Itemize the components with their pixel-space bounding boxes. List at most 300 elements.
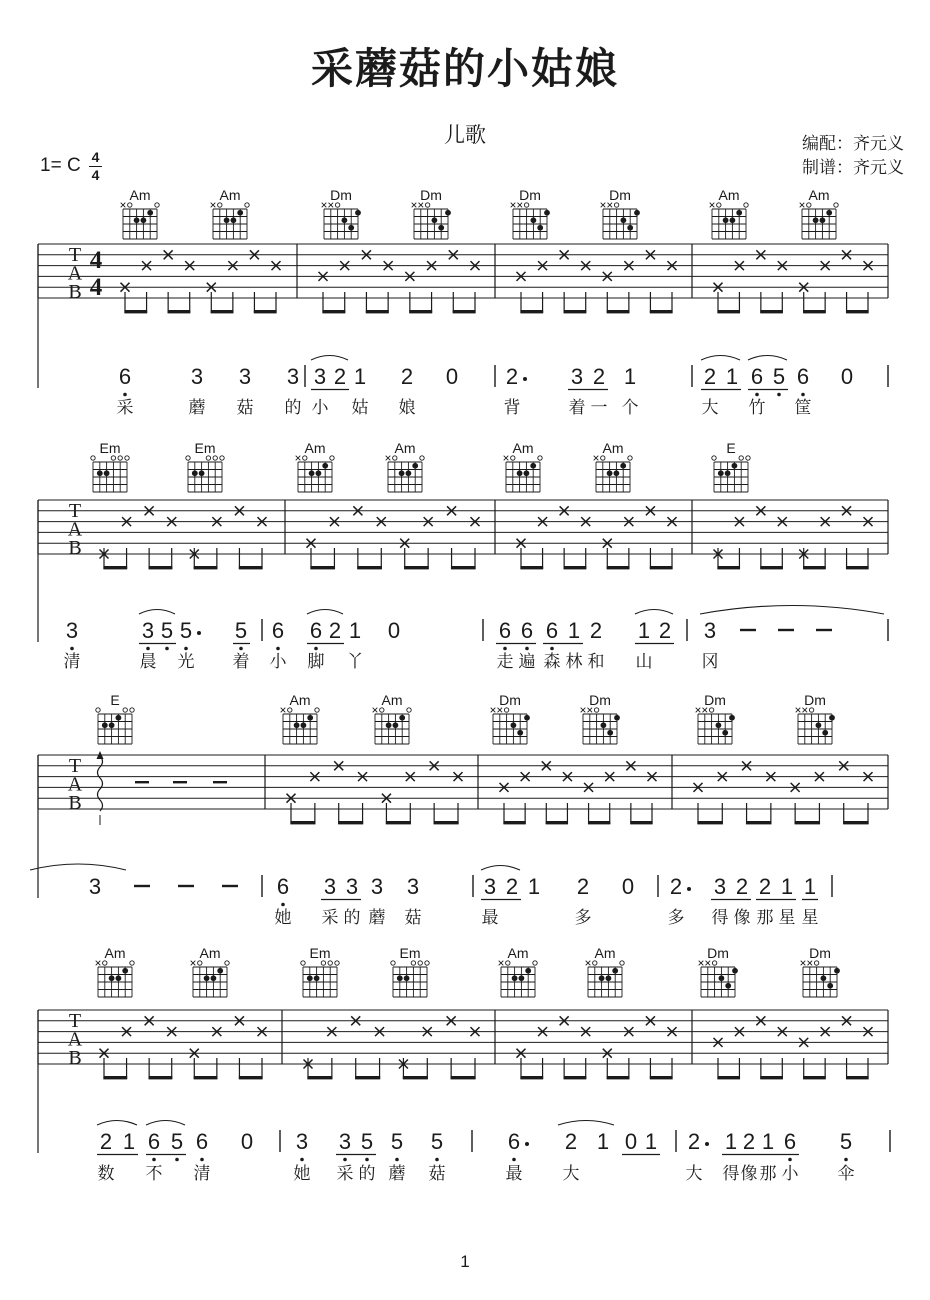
lyric-char: 竹 [748,398,766,417]
tab-letter: B [68,537,82,559]
finger-dot [829,715,835,721]
jianpu-note: 3 [703,618,717,643]
jianpu-note: 5 [390,1129,404,1154]
chord-diagram-dm [696,692,735,744]
jianpu-note: 3 [338,1129,352,1154]
eighth-beam [564,310,587,313]
time-signature-bottom: 4 [91,166,100,183]
jianpu-note: 3 [483,874,497,899]
jianpu-note: 2 [400,364,414,389]
lyric-char: 多 [667,908,685,927]
jianpu-note: 5 [170,1129,184,1154]
finger-dot [412,463,418,469]
eighth-beam [803,566,826,569]
finger-dot [231,217,237,223]
low-octave-dot [146,647,150,651]
finger-dot [406,470,412,476]
finger-dot [820,217,826,223]
lyric-char: 那 [759,1164,777,1183]
finger-dot [432,217,438,223]
jianpu-note: 1 [644,1129,658,1154]
finger-dot [614,715,620,721]
finger-dot [199,470,205,476]
slur-arc [481,866,520,871]
lyric-char: 着 [232,652,250,671]
chord-name: Am [304,440,326,456]
finger-dot [530,463,536,469]
jianpu-note: 2 [735,874,749,899]
jianpu-note: 2 [592,364,606,389]
finger-dot [511,722,517,728]
finger-dot [141,217,147,223]
chord-name: Em [399,945,421,961]
system-1 [38,187,888,417]
finger-dot [97,470,103,476]
hold-dash [135,781,149,783]
open-string-mark [111,456,115,460]
eighth-beam [846,1076,869,1079]
finger-dot [517,470,523,476]
finger-dot [314,975,320,981]
lyric-char: 筐 [794,398,812,417]
low-octave-dot [435,1158,439,1162]
low-octave-dot [550,647,554,651]
open-string-mark [504,708,508,712]
open-string-mark [245,203,249,207]
eighth-beam [650,310,673,313]
augmentation-dot [687,887,691,891]
credit-transcriber: 制谱：齐元义 [802,158,904,177]
open-string-mark [96,708,100,712]
open-string-mark [746,456,750,460]
open-string-mark [709,708,713,712]
chord-name: Dm [519,187,541,203]
finger-dot [104,470,110,476]
chord-name: E [110,692,120,708]
jianpu-note: 3 [141,618,155,643]
lyric-char: 星 [801,908,819,927]
finger-dot [822,730,828,736]
finger-dot [816,722,822,728]
finger-dot [607,730,613,736]
eighth-beam [239,1076,263,1079]
chord-name: Dm [420,187,442,203]
jianpu-note: 2 [703,364,717,389]
jianpu-note: 3 [238,364,252,389]
jianpu-note: 1 [527,874,541,899]
finger-dot [634,210,640,216]
tab-letter: A [67,1028,83,1051]
slur-arc [97,1121,137,1126]
jianpu-note: 5 [772,364,786,389]
eighth-beam [650,566,673,569]
lyric-char: 大 [562,1164,580,1183]
open-string-mark [614,203,618,207]
chord-diagram-am [191,945,230,997]
finger-dot [524,715,530,721]
jianpu-note: 3 [313,364,327,389]
jianpu-note: 1 [780,874,794,899]
finger-dot [729,715,735,721]
chord-diagram-dm [491,692,530,744]
open-string-mark [328,961,332,965]
finger-dot [716,722,722,728]
open-string-mark [620,961,624,965]
chord-diagram-am [296,440,334,492]
svg-text:4: 4 [89,274,103,301]
jianpu-note: 6 [309,618,323,643]
open-string-mark [712,961,716,965]
lyric-char: 的 [358,1164,376,1183]
finger-dot [307,715,313,721]
open-string-mark [335,961,339,965]
lyric-char: 姑 [351,398,369,417]
slur-arc [748,356,787,361]
finger-dot [404,975,410,981]
song-genre: 儿歌 [444,124,486,147]
lyric-char: 大 [685,1164,703,1183]
chord-diagram-am [281,692,319,744]
eighth-beam [717,310,740,313]
jianpu-note: 5 [430,1129,444,1154]
finger-dot [607,470,613,476]
lyric-char: 采 [116,398,134,417]
eighth-beam [846,310,869,313]
lyric-char: 的 [284,398,302,417]
finger-dot [134,217,140,223]
lyric-char: 最 [481,908,499,927]
eighth-beam [453,310,476,313]
tab-letter: A [67,773,83,796]
eighth-beam [307,1076,332,1079]
jianpu-note: 6 [147,1129,161,1154]
eighth-beam [717,566,740,569]
augmentation-dot [705,1142,709,1146]
chord-diagram-am [499,945,538,997]
tab-letter: B [68,281,82,303]
open-string-mark [335,203,339,207]
lyric-char: 最 [505,1164,523,1183]
open-string-mark [225,961,229,965]
open-string-mark [391,961,395,965]
open-string-mark [218,203,222,207]
credit-arranger: 编配：齐元义 [802,134,904,153]
finger-dot [627,225,633,231]
chord-name: Am [512,440,534,456]
eighth-beam [403,1076,428,1079]
eighth-beam [843,821,868,824]
chord-diagram-am [586,945,625,997]
jianpu-note: 3 [88,874,102,899]
lyric-char: 伞 [837,1164,855,1183]
hold-dash [816,629,832,631]
tab-letter: T [68,755,82,777]
lyric-char: 脚 [307,652,325,671]
lyric-char: 数 [97,1164,115,1183]
chord-name: Dm [809,945,831,961]
eighth-beam [409,310,432,313]
eighth-beam [803,310,826,313]
open-string-mark [198,961,202,965]
chord-name: Am [381,692,403,708]
slur-arc [30,864,126,870]
open-string-mark [130,961,134,965]
tab-time-signature [90,247,103,301]
open-string-mark [418,961,422,965]
system-3 [30,692,888,927]
chord-diagram-am [504,440,543,492]
jianpu-note: 2 [99,1129,113,1154]
low-octave-dot [123,393,127,397]
chord-name: Am [507,945,529,961]
jianpu-note: 1 [122,1129,136,1154]
finger-dot [217,968,223,974]
low-octave-dot [503,647,507,651]
jianpu-note: 3 [570,364,584,389]
eighth-beam [795,821,820,824]
eighth-beam [588,821,610,824]
lyric-char: 菇 [236,398,254,417]
lyric-char: 光 [177,652,195,671]
eighth-beam [103,1076,127,1079]
eighth-beam [607,1076,630,1079]
low-octave-dot [300,1158,304,1162]
lyric-char: 的 [343,908,361,927]
hold-dash [173,781,187,783]
open-string-mark [739,456,743,460]
finger-dot [620,463,626,469]
eighth-beam [168,310,191,313]
open-string-mark [123,708,127,712]
open-string-mark [301,961,305,965]
finger-dot [386,722,392,728]
eighth-beam [254,310,277,313]
open-string-mark [533,961,537,965]
open-string-mark [834,203,838,207]
finger-dot [393,722,399,728]
jianpu-note: 1 [725,364,739,389]
chord-name: Em [99,440,121,456]
jianpu-note: 6 [520,618,534,643]
finger-dot [718,470,724,476]
tab-letter: T [68,1010,82,1032]
chord-diagram-am [96,945,135,997]
chord-name: Am [808,187,830,203]
low-octave-dot [755,393,759,397]
hold-dash [740,629,756,631]
eighth-beam [290,821,315,824]
jianpu-note: 3 [323,874,337,899]
low-octave-dot [395,1158,399,1162]
tab-clef-label [68,500,83,559]
finger-dot [601,722,607,728]
tab-letter: A [67,262,83,285]
chord-name: Am [104,945,126,961]
chord-name: Am [129,187,151,203]
eighth-beam [149,566,173,569]
hold-dash [178,885,194,887]
jianpu-note: 1 [567,618,581,643]
open-string-mark [213,456,217,460]
lyric-char: 多 [574,908,592,927]
jianpu-note: 3 [65,618,79,643]
eighth-beam [149,1076,173,1079]
finger-dot [725,470,731,476]
jianpu-line [117,356,889,418]
jianpu-note: 0 [445,364,459,389]
jianpu-note: 1 [761,1129,775,1154]
lyric-char: 采 [336,1164,354,1183]
chord-diagram-am [710,187,749,239]
finger-dot [599,975,605,981]
jianpu-note: 3 [295,1129,309,1154]
lyric-char: 像 [740,1164,758,1183]
low-octave-dot [343,1158,347,1162]
song-title: 采蘑菇的小姑娘 [310,45,619,92]
jianpu-note: 3 [370,874,384,899]
tab-letter: B [68,1047,82,1069]
eighth-beam [846,566,869,569]
open-string-mark [425,203,429,207]
finger-dot [725,983,731,989]
open-string-mark [315,708,319,712]
eighth-beam [564,566,587,569]
eighth-beam [451,1076,476,1079]
eighth-beam [503,821,525,824]
strum-pattern [100,1016,873,1079]
chord-name: Dm [707,945,729,961]
open-string-mark [717,203,721,207]
lyric-char: 那 [756,908,774,927]
tab-staff [38,1010,888,1153]
chord-name: Am [594,945,616,961]
jianpu-note: 2 [576,874,590,899]
lyric-char: 娘 [398,398,416,417]
jianpu-note: 2 [669,874,683,899]
low-octave-dot [281,903,285,907]
open-string-mark [206,456,210,460]
finger-dot [322,463,328,469]
finger-dot [544,210,550,216]
page-number: 1 [460,1252,470,1271]
chord-diagram-dm [699,945,738,997]
key-label: 1= C [40,155,81,177]
lyric-char: 蘑 [388,1164,406,1183]
finger-dot [316,470,322,476]
chord-diagram-dm [796,692,835,744]
finger-dot [813,217,819,223]
eighth-beam [546,821,568,824]
jianpu-note: 6 [276,874,290,899]
eighth-beam [697,821,722,824]
jianpu-note: 5 [234,618,248,643]
low-octave-dot [365,1158,369,1162]
open-string-mark [601,456,605,460]
open-string-mark [628,456,632,460]
chord-name: Dm [609,187,631,203]
chord-diagram-dm [511,187,550,239]
open-string-mark [103,961,107,965]
low-octave-dot [512,1158,516,1162]
chord-diagram-em [91,440,129,492]
lyric-char: 像 [733,908,751,927]
chord-diagram-am [386,440,424,492]
low-octave-dot [175,1158,179,1162]
slur-arc [311,356,348,361]
finger-dot [192,470,198,476]
strum-pattern [100,506,873,569]
open-string-mark [809,708,813,712]
lyric-char: 小 [781,1164,799,1183]
open-string-mark [425,961,429,965]
open-string-mark [128,203,132,207]
chord-diagram-em [391,945,429,997]
jianpu-note: 1 [724,1129,738,1154]
augmentation-dot [525,1142,529,1146]
eighth-beam [630,821,652,824]
eighth-beam [760,1076,783,1079]
chord-diagram-dm [801,945,840,997]
jianpu-note: 2 [658,618,672,643]
finger-dot [109,975,115,981]
finger-dot [723,217,729,223]
finger-dot [517,730,523,736]
low-octave-dot [152,1158,156,1162]
finger-dot [116,715,122,721]
arpeggio-squiggle [98,756,103,811]
slur-arc [307,610,343,615]
finger-dot [827,983,833,989]
jianpu-line [64,606,889,672]
open-string-mark [130,708,134,712]
chord-name: Am [289,692,311,708]
lyric-char: 她 [274,908,292,927]
lyric-char: 不 [145,1164,163,1183]
finger-dot [730,217,736,223]
jianpu-note: 2 [505,874,519,899]
time-signature-top: 4 [89,150,103,167]
jianpu-note: 6 [545,618,559,643]
chord-diagram-dm [412,187,451,239]
jianpu-note: 1 [596,1129,610,1154]
low-octave-dot [801,393,805,397]
strum-pattern [121,250,873,313]
finger-dot [525,968,531,974]
hold-dash [134,885,150,887]
open-string-mark [91,456,95,460]
lyric-char: 背 [503,398,521,417]
open-string-mark [125,456,129,460]
low-octave-dot [70,647,74,651]
lyric-char: 一 [590,398,608,417]
tab-clef-label [68,755,83,814]
finger-dot [519,975,525,981]
jianpu-note: 3 [345,874,359,899]
jianpu-note: 0 [240,1129,254,1154]
chord-diagram-e [712,440,750,492]
open-string-mark [321,961,325,965]
finger-dot [621,217,627,223]
lyric-char: 清 [193,1164,211,1183]
jianpu-line [97,1121,890,1184]
finger-dot [122,968,128,974]
low-octave-dot [788,1158,792,1162]
low-octave-dot [184,647,188,651]
jianpu-note: 0 [840,364,854,389]
jianpu-note: 5 [179,618,193,643]
finger-dot [116,975,122,981]
open-string-mark [303,456,307,460]
